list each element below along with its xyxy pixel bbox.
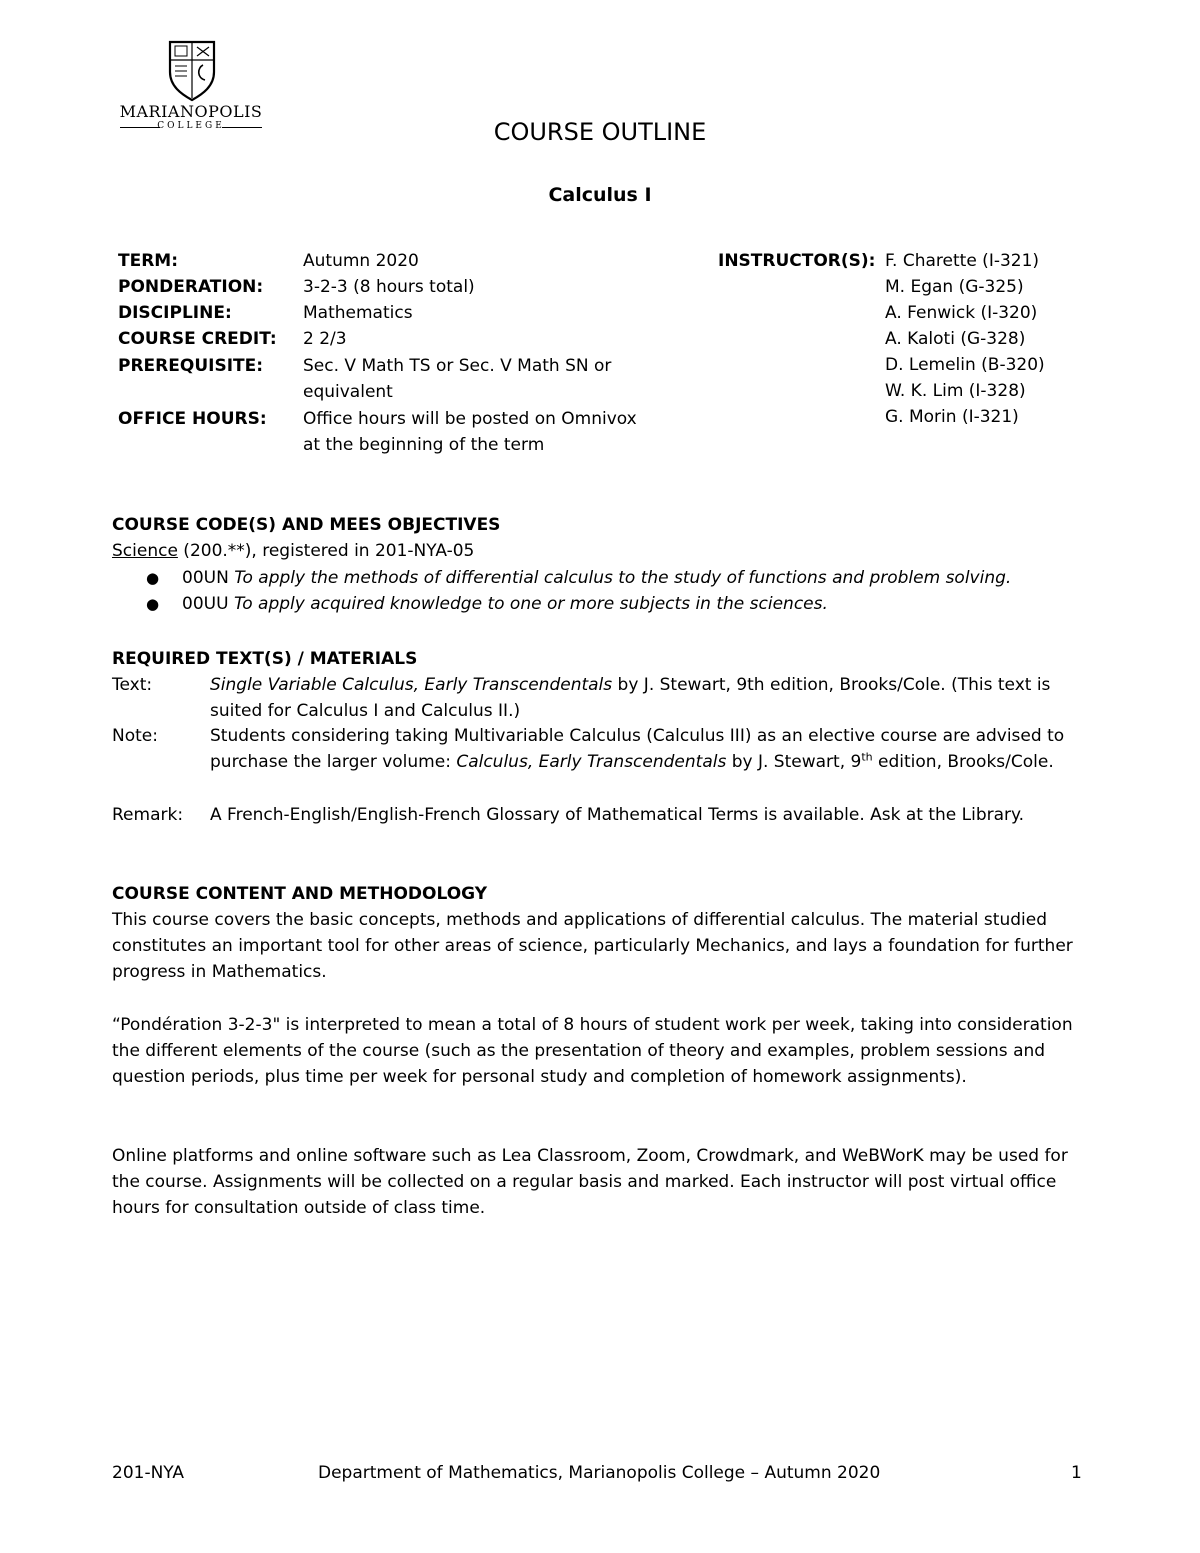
online-paragraph: Online platforms and online software such as Lea Classroom, Zoom, Crowdmark, and WeBWorK may be used for the course. Assignments will be collected on a regular basis and marked. Each instructor will post virtual office hours for consultation outside of class time.	[112, 1146, 1068, 1218]
objective-code: 00UU	[182, 594, 229, 614]
instructor-item: G. Morin (I-321)	[885, 407, 1019, 427]
instructors-label: INSTRUCTOR(S):	[718, 251, 876, 271]
objective-item	[146, 565, 1096, 591]
textbook-detail: by J. Stewart, 9th edition, Brooks/Cole. (This text is suited for Calculus I and Calculus II.)	[210, 675, 1051, 721]
codes-heading: COURSE CODE(S) AND MEES OBJECTIVES	[112, 515, 501, 535]
office-hours-label: OFFICE HOURS:	[118, 409, 267, 429]
textbook-title: Single Variable Calculus, Early Transcendentals	[210, 675, 613, 695]
program-line	[112, 538, 474, 564]
text-label: Text:	[112, 675, 153, 695]
note-text: by J. Stewart, 9	[726, 752, 862, 772]
bullet-icon: ●	[146, 569, 160, 587]
materials-heading: REQUIRED TEXT(S) / MATERIALS	[112, 649, 418, 669]
page-title: COURSE OUTLINE	[493, 118, 707, 146]
note-text: edition, Brooks/Cole.	[872, 752, 1054, 772]
discipline-label: DISCIPLINE:	[118, 303, 232, 323]
credit-label: COURSE CREDIT:	[118, 329, 277, 349]
instructor-item: F. Charette (I-321)	[885, 251, 1040, 271]
note-superscript: th	[861, 750, 873, 764]
footer-course-code: 201-NYA	[112, 1463, 184, 1483]
instructor-item: W. K. Lim (I-328)	[885, 381, 1026, 401]
objective-code: 00UN	[182, 568, 229, 588]
content-heading: COURSE CONTENT AND METHODOLOGY	[112, 884, 488, 904]
text-value	[210, 672, 1090, 724]
ponderation-label: PONDERATION:	[118, 277, 264, 297]
program-name: Science	[112, 541, 178, 561]
objective-text: To apply acquired knowledge to one or more subjects in the sciences.	[233, 594, 828, 614]
instructor-item: A. Fenwick (I-320)	[885, 303, 1038, 323]
remark-label: Remark:	[112, 805, 184, 825]
note-book-title: Calculus, Early Transcendentals	[456, 752, 727, 772]
instructor-item: D. Lemelin (B-320)	[885, 355, 1045, 375]
content-paragraph: This course covers the basic concepts, methods and applications of differential calculus. The material studied constitutes an important tool for other areas of science, particularly Mechanics, and lays a foundation for further progress in Mathematics.	[112, 910, 1073, 982]
course-title: Calculus I	[548, 184, 652, 206]
prerequisite-value: Sec. V Math TS or Sec. V Math SN or equivalent	[303, 356, 612, 402]
note-text: Students considering taking Multivariable Calculus (Calculus III) as an elective course are advised to purchase the larger volume:	[210, 726, 1065, 772]
program-detail: (200.**), registered in 201-NYA-05	[177, 541, 475, 561]
remark-value: A French-English/English-French Glossary of Mathematical Terms is available. Ask at the Library.	[210, 805, 1025, 825]
page-number: 1	[1071, 1463, 1082, 1483]
footer-department: Department of Mathematics, Marianopolis College – Autumn 2020	[318, 1463, 881, 1483]
ponderation-paragraph: “Pondération 3-2-3" is interpreted to mean a total of 8 hours of student work per week, taking into consideration the different elements of the course (such as the presentation of theory and examples, problem sessions and question periods, plus time per week for personal study and completion of homework assignments).	[112, 1015, 1073, 1087]
term-value: Autumn 2020	[303, 251, 419, 271]
objectives-list	[146, 565, 1096, 617]
instructor-item: M. Egan (G-325)	[885, 277, 1024, 297]
bullet-icon: ●	[146, 595, 160, 613]
term-label: TERM:	[118, 251, 179, 271]
ponderation-value: 3-2-3 (8 hours total)	[303, 277, 475, 297]
instructor-list	[885, 248, 1145, 430]
note-label: Note:	[112, 726, 158, 746]
objective-text: To apply the methods of differential calculus to the study of functions and problem solving.	[234, 568, 1012, 588]
discipline-value: Mathematics	[303, 303, 413, 323]
objective-item	[146, 591, 1096, 617]
logo-wordmark: MARIANOPOLIS	[119, 102, 263, 121]
credit-value: 2 2/3	[303, 329, 347, 349]
office-hours-value: Office hours will be posted on Omnivox at the beginning of the term	[303, 409, 637, 455]
prerequisite-label: PREREQUISITE:	[118, 356, 264, 376]
instructor-item: A. Kaloti (G-328)	[885, 329, 1026, 349]
logo-subtitle: COLLEGE	[157, 121, 225, 131]
note-value	[210, 723, 1090, 775]
